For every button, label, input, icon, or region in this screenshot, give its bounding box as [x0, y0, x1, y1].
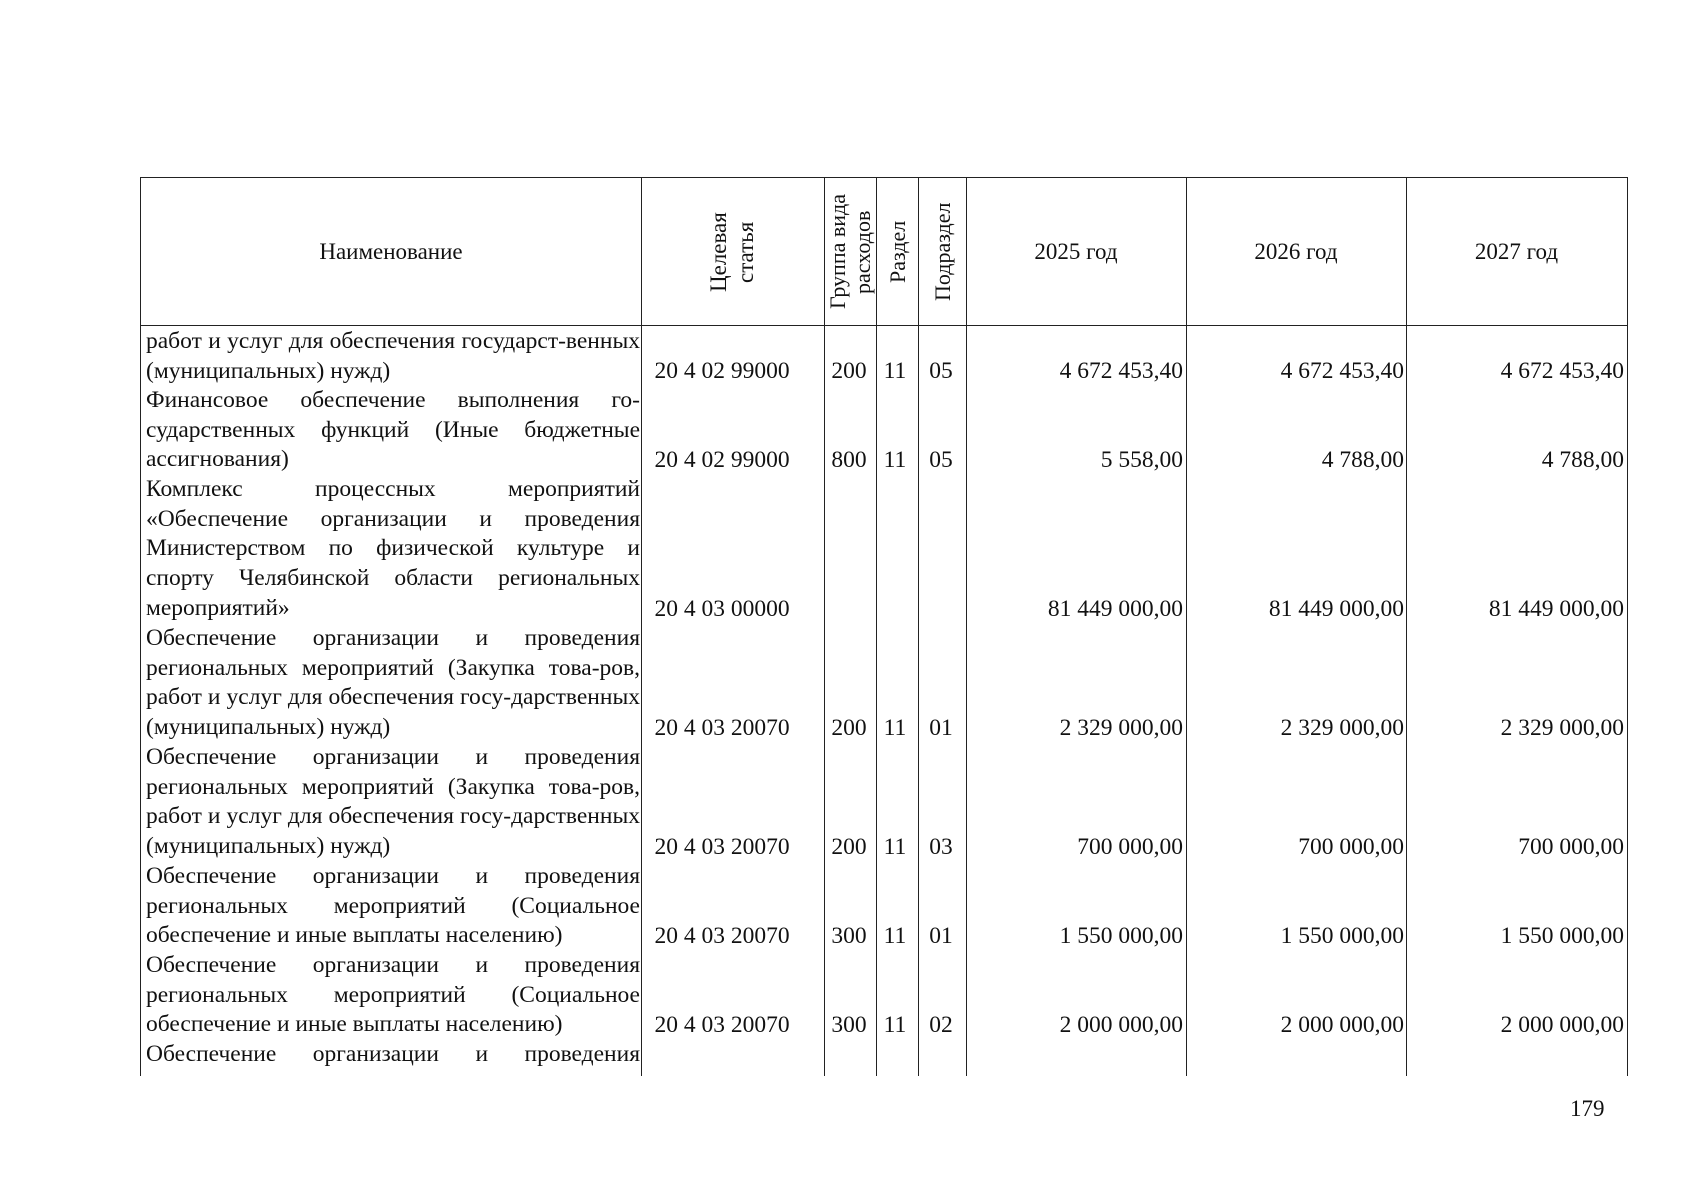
- header-year-2026-label: 2026 год: [1254, 238, 1338, 264]
- header-target-item: [641, 178, 824, 325]
- row-section: 11: [883, 834, 907, 860]
- row-code: 20 4 02 99000: [654, 447, 790, 473]
- header-name-label: Наименование: [319, 238, 463, 264]
- header-name: [141, 178, 641, 325]
- header-expense-group-label: Группа вида расходов: [825, 194, 875, 309]
- row-code: 20 4 02 99000: [654, 358, 790, 384]
- row-group: 200: [831, 834, 867, 860]
- row-subsection: 01: [929, 923, 953, 949]
- header-expense-group: [824, 178, 876, 325]
- row-group: 200: [831, 715, 867, 741]
- row-section: 11: [883, 715, 907, 741]
- header-year-2025: [966, 178, 1186, 325]
- row-2026: 700 000,00: [1298, 834, 1404, 860]
- row-2026: 4 788,00: [1321, 447, 1404, 473]
- header-section: [876, 178, 918, 325]
- row-name: Комплекс процессных мероприятий «Обеспечение организации и проведения Министерством по физической культуре и спорту Челябинской области региональных мероприятий»: [146, 476, 640, 621]
- header-section-label: Раздел: [884, 220, 910, 283]
- row-2025: 2 000 000,00: [1059, 1012, 1183, 1038]
- row-2027: 4 788,00: [1541, 447, 1624, 473]
- row-subsection: 01: [929, 715, 953, 741]
- row-group: 800: [831, 447, 867, 473]
- row-2026: 1 550 000,00: [1280, 923, 1404, 949]
- row-name: Обеспечение организации и проведения региональных мероприятий (Социальное обеспечение и иные выплаты населению): [146, 863, 640, 949]
- row-2026: 2 000 000,00: [1280, 1012, 1404, 1038]
- row-section: 11: [883, 1012, 907, 1038]
- row-name: Финансовое обеспечение выполнения го-сударственных функций (Иные бюджетные ассигнования): [146, 387, 640, 473]
- row-group: 300: [831, 1012, 867, 1038]
- row-2025: 2 329 000,00: [1059, 715, 1183, 741]
- row-2025: 1 550 000,00: [1059, 923, 1183, 949]
- header-subsection: [918, 178, 966, 325]
- row-group: 300: [831, 923, 867, 949]
- row-subsection: 02: [929, 1012, 953, 1038]
- row-section: 11: [883, 447, 907, 473]
- row-code: 20 4 03 20070: [654, 923, 790, 949]
- header-target-item-label: Целевая статья: [705, 211, 758, 292]
- row-2027: 2 329 000,00: [1500, 715, 1624, 741]
- budget-table: [140, 177, 1628, 1076]
- row-2026: 4 672 453,40: [1280, 358, 1404, 384]
- header-divider: [141, 325, 1627, 326]
- row-name: Обеспечение организации и проведения: [146, 1041, 640, 1067]
- row-2026: 81 449 000,00: [1268, 596, 1404, 622]
- row-subsection: 05: [929, 358, 953, 384]
- row-code: 20 4 03 00000: [654, 596, 790, 622]
- row-name: Обеспечение организации и проведения региональных мероприятий (Социальное обеспечение и иные выплаты населению): [146, 952, 640, 1038]
- row-2025: 5 558,00: [1100, 447, 1183, 473]
- row-2026: 2 329 000,00: [1280, 715, 1404, 741]
- row-section: 11: [883, 923, 907, 949]
- row-subsection: 05: [929, 447, 953, 473]
- row-section: 11: [883, 358, 907, 384]
- row-2025: 4 672 453,40: [1059, 358, 1183, 384]
- row-code: 20 4 03 20070: [654, 1012, 790, 1038]
- row-2027: 700 000,00: [1518, 834, 1624, 860]
- row-subsection: 03: [929, 834, 953, 860]
- row-code: 20 4 03 20070: [654, 715, 790, 741]
- page-number: 179: [1570, 1096, 1605, 1121]
- row-name: Обеспечение организации и проведения региональных мероприятий (Закупка това-ров, работ и услуг для обеспечения госу-дарственных (муниципальных) нужд): [146, 625, 640, 741]
- header-subsection-label: Подраздел: [929, 202, 955, 301]
- row-2025: 81 449 000,00: [1047, 596, 1183, 622]
- header-year-2027-label: 2027 год: [1474, 238, 1559, 264]
- row-code: 20 4 03 20070: [654, 834, 790, 860]
- header-year-2025-label: 2025 год: [1034, 238, 1118, 264]
- row-group: 200: [831, 358, 867, 384]
- row-2025: 700 000,00: [1077, 834, 1183, 860]
- header-year-2027: [1406, 178, 1627, 325]
- row-2027: 2 000 000,00: [1500, 1012, 1624, 1038]
- header-year-2026: [1186, 178, 1406, 325]
- row-name: Обеспечение организации и проведения региональных мероприятий (Закупка това-ров, работ и услуг для обеспечения госу-дарственных (муниципальных) нужд): [146, 744, 640, 860]
- row-name: работ и услуг для обеспечения государст-венных (муниципальных) нужд): [146, 328, 640, 384]
- row-2027: 4 672 453,40: [1500, 358, 1624, 384]
- row-2027: 1 550 000,00: [1500, 923, 1624, 949]
- row-2027: 81 449 000,00: [1488, 596, 1624, 622]
